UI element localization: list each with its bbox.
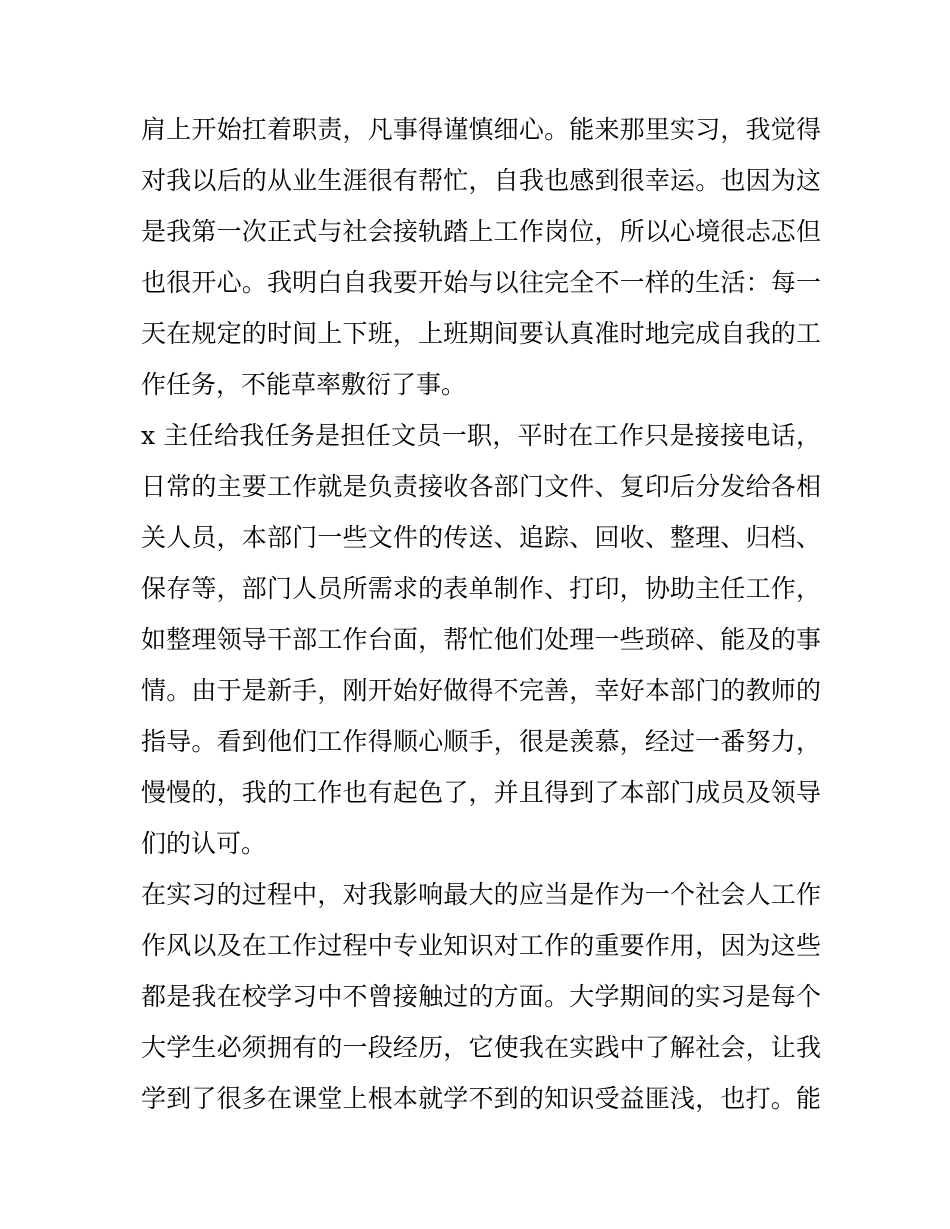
- text-line: 天在规定的时间上下班，上班期间要认真准时地完成自我的工: [141, 319, 821, 348]
- text-line: 作风以及在工作过程中专业知识对工作的重要作用，因为这些: [141, 931, 821, 960]
- text-line: 学到了很多在课堂上根本就学不到的知识受益匪浅，也打。能: [141, 1084, 821, 1113]
- text-line: 作任务，不能草率敷衍了事。: [141, 370, 467, 399]
- text-line: 们的认可。: [141, 829, 267, 858]
- text-line: 大学生必须拥有的一段经历，它使我在实践中了解社会，让我: [141, 1033, 821, 1062]
- text-line: 慢慢的，我的工作也有起色了，并且得到了本部门成员及领导: [141, 778, 821, 807]
- text-line: 肩上开始扛着职责，凡事得谨慎细心。能来那里实习，我觉得: [141, 115, 821, 144]
- text-line: x 主任给我任务是担任文员一职，平时在工作只是接接电话，: [141, 421, 821, 450]
- text-line: 是我第一次正式与社会接轨踏上工作岗位，所以心境很忐忑但: [141, 217, 821, 246]
- text-line: 关人员，本部门一些文件的传送、追踪、回收、整理、归档、: [141, 523, 821, 552]
- text-line: 日常的主要工作就是负责接收各部门文件、复印后分发给各相: [141, 472, 821, 501]
- text-line: 对我以后的从业生涯很有帮忙，自我也感到很幸运。也因为这: [141, 166, 821, 195]
- text-line: 情。由于是新手，刚开始好做得不完善，幸好本部门的教师的: [141, 676, 821, 705]
- text-line: 保存等，部门人员所需求的表单制作、打印，协助主任工作，: [141, 574, 821, 603]
- text-line: 也很开心。我明白自我要开始与以往完全不一样的生活：每一: [141, 268, 821, 297]
- text-line: 指导。看到他们工作得顺心顺手，很是羡慕，经过一番努力，: [141, 727, 821, 756]
- text-line: 如整理领导干部工作台面，帮忙他们处理一些琐碎、能及的事: [141, 625, 821, 654]
- text-line: 在实习的过程中，对我影响最大的应当是作为一个社会人工作: [141, 880, 821, 909]
- text-line: 都是我在校学习中不曾接触过的方面。大学期间的实习是每个: [141, 982, 821, 1011]
